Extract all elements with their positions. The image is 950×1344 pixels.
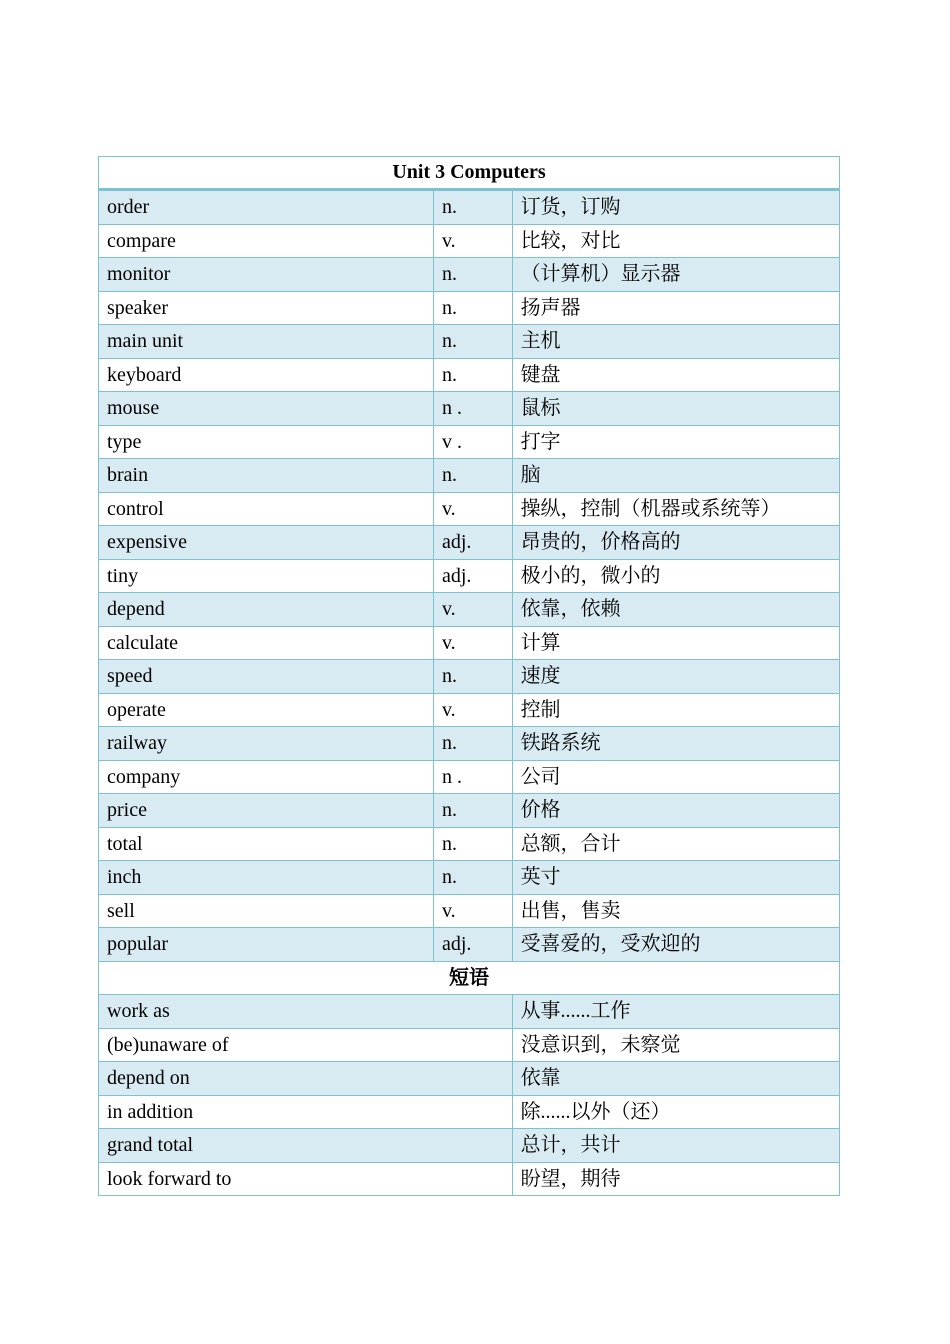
part-of-speech-cell: v. [433, 626, 512, 660]
part-of-speech-cell: n. [433, 827, 512, 861]
phrase-row [99, 1028, 840, 1062]
word-cell: total [99, 827, 434, 861]
part-of-speech-cell: n. [433, 325, 512, 359]
word-row [99, 425, 840, 459]
word-row [99, 928, 840, 962]
word-cell: mouse [99, 392, 434, 426]
word-row [99, 291, 840, 325]
meaning-cell: （计算机）显示器 [512, 258, 839, 292]
word-row [99, 727, 840, 761]
phrase-row [99, 1129, 840, 1163]
word-cell: popular [99, 928, 434, 962]
phrase-row [99, 1162, 840, 1196]
word-cell: sell [99, 894, 434, 928]
vocabulary-table-body [99, 157, 840, 1196]
meaning-cell: 操纵，控制（机器或系统等） [512, 492, 839, 526]
word-row [99, 392, 840, 426]
word-cell: order [99, 190, 434, 225]
part-of-speech-cell: n. [433, 794, 512, 828]
phrase-meaning-cell: 没意识到，未察觉 [512, 1028, 839, 1062]
part-of-speech-cell: n. [433, 291, 512, 325]
word-cell: railway [99, 727, 434, 761]
part-of-speech-cell: n. [433, 358, 512, 392]
meaning-cell: 扬声器 [512, 291, 839, 325]
meaning-cell: 速度 [512, 660, 839, 694]
word-row [99, 526, 840, 560]
part-of-speech-cell: v. [433, 593, 512, 627]
word-row [99, 190, 840, 225]
word-row [99, 894, 840, 928]
meaning-cell: 鼠标 [512, 392, 839, 426]
word-cell: compare [99, 224, 434, 258]
word-row [99, 693, 840, 727]
word-cell: speed [99, 660, 434, 694]
word-cell: inch [99, 861, 434, 895]
meaning-cell: 计算 [512, 626, 839, 660]
phrase-row [99, 995, 840, 1029]
part-of-speech-cell: n. [433, 459, 512, 493]
word-cell: tiny [99, 559, 434, 593]
word-cell: operate [99, 693, 434, 727]
word-cell: monitor [99, 258, 434, 292]
word-row [99, 325, 840, 359]
meaning-cell: 公司 [512, 760, 839, 794]
phrase-meaning-cell: 总计，共计 [512, 1129, 839, 1163]
meaning-cell: 比较，对比 [512, 224, 839, 258]
word-row [99, 760, 840, 794]
part-of-speech-cell: n. [433, 190, 512, 225]
part-of-speech-cell: v. [433, 894, 512, 928]
meaning-cell: 昂贵的，价格高的 [512, 526, 839, 560]
phrase-row [99, 1095, 840, 1129]
part-of-speech-cell: adj. [433, 526, 512, 560]
part-of-speech-cell: v. [433, 693, 512, 727]
meaning-cell: 打字 [512, 425, 839, 459]
meaning-cell: 铁路系统 [512, 727, 839, 761]
phrase-meaning-cell: 除......以外（还） [512, 1095, 839, 1129]
meaning-cell: 主机 [512, 325, 839, 359]
phrase-cell: (be)unaware of [99, 1028, 513, 1062]
word-cell: main unit [99, 325, 434, 359]
vocabulary-table [98, 156, 840, 1196]
word-row [99, 258, 840, 292]
phrase-cell: work as [99, 995, 513, 1029]
part-of-speech-cell: n . [433, 760, 512, 794]
phrase-meaning-cell: 盼望，期待 [512, 1162, 839, 1196]
word-cell: keyboard [99, 358, 434, 392]
word-cell: control [99, 492, 434, 526]
word-row [99, 626, 840, 660]
word-row [99, 827, 840, 861]
part-of-speech-cell: n. [433, 660, 512, 694]
part-of-speech-cell: n. [433, 861, 512, 895]
phrase-cell: look forward to [99, 1162, 513, 1196]
part-of-speech-cell: adj. [433, 928, 512, 962]
meaning-cell: 受喜爱的，受欢迎的 [512, 928, 839, 962]
word-row [99, 559, 840, 593]
phrases-heading: 短语 [99, 961, 840, 995]
phrases-heading-row [99, 961, 840, 995]
word-row [99, 224, 840, 258]
word-row [99, 358, 840, 392]
meaning-cell: 订货，订购 [512, 190, 839, 225]
meaning-cell: 依靠，依赖 [512, 593, 839, 627]
meaning-cell: 键盘 [512, 358, 839, 392]
phrase-cell: in addition [99, 1095, 513, 1129]
meaning-cell: 总额，合计 [512, 827, 839, 861]
phrase-meaning-cell: 从事......工作 [512, 995, 839, 1029]
phrase-cell: depend on [99, 1062, 513, 1096]
part-of-speech-cell: v. [433, 492, 512, 526]
word-cell: company [99, 760, 434, 794]
word-row [99, 593, 840, 627]
unit-title: Unit 3 Computers [99, 157, 840, 190]
word-cell: speaker [99, 291, 434, 325]
word-cell: depend [99, 593, 434, 627]
word-row [99, 492, 840, 526]
meaning-cell: 价格 [512, 794, 839, 828]
word-cell: expensive [99, 526, 434, 560]
phrase-meaning-cell: 依靠 [512, 1062, 839, 1096]
phrase-cell: grand total [99, 1129, 513, 1163]
word-cell: brain [99, 459, 434, 493]
word-cell: price [99, 794, 434, 828]
meaning-cell: 英寸 [512, 861, 839, 895]
meaning-cell: 脑 [512, 459, 839, 493]
word-cell: calculate [99, 626, 434, 660]
part-of-speech-cell: n. [433, 727, 512, 761]
word-row [99, 861, 840, 895]
word-row [99, 794, 840, 828]
part-of-speech-cell: n . [433, 392, 512, 426]
phrase-row [99, 1062, 840, 1096]
word-row [99, 660, 840, 694]
part-of-speech-cell: v . [433, 425, 512, 459]
title-row [99, 157, 840, 190]
meaning-cell: 极小的，微小的 [512, 559, 839, 593]
word-cell: type [99, 425, 434, 459]
word-row [99, 459, 840, 493]
meaning-cell: 出售，售卖 [512, 894, 839, 928]
part-of-speech-cell: v. [433, 224, 512, 258]
part-of-speech-cell: adj. [433, 559, 512, 593]
part-of-speech-cell: n. [433, 258, 512, 292]
meaning-cell: 控制 [512, 693, 839, 727]
